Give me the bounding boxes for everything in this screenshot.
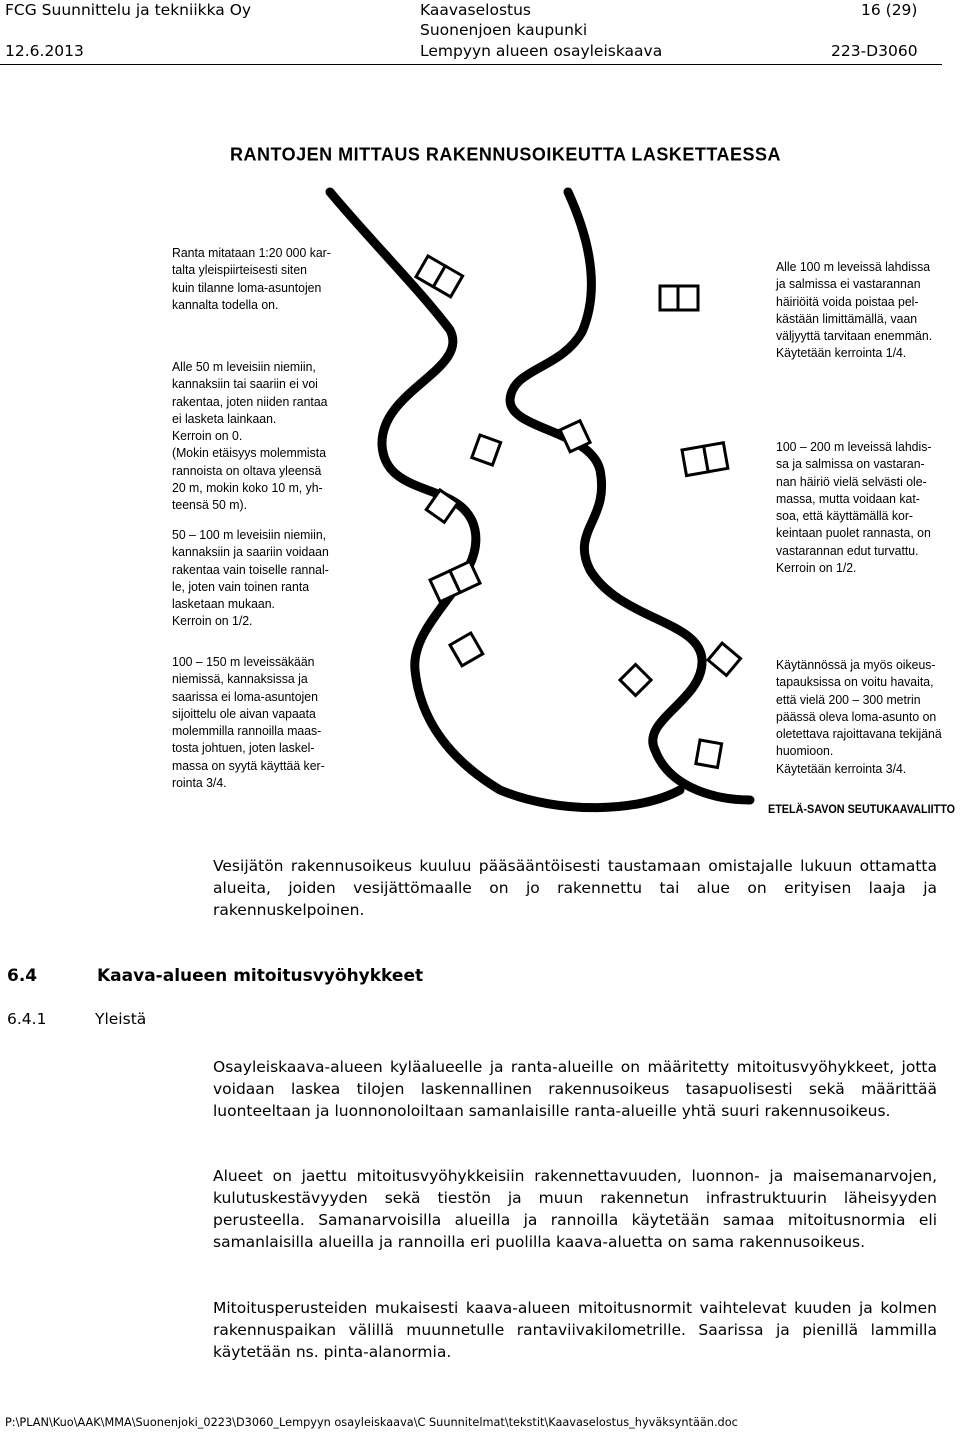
- footer-file-path: P:\PLAN\Kuo\AAK\MMA\Suonenjoki_0223\D3060_Lempyyn osayleiskaava\C Suunnitelmat\tekstit\Kaavaselostus_hyväksyntään.doc: [5, 1416, 738, 1429]
- header-page-number: 16 (29): [861, 1, 918, 19]
- figure-note-right-2: 100 – 200 m leveissä lahdis- sa ja salmissa on vastaran- nan häiriö vielä selvästi ole- massa, mutta voidaan kat- soa, että käyttämällä kor- keintaan puolet rannasta, on vastarannan edut turvattu. Kerroin on 1/2.: [776, 439, 932, 576]
- shoreline-figure: [120, 100, 960, 830]
- section-number: 6.4: [7, 966, 38, 986]
- right-shoreline: [510, 192, 750, 800]
- section-title: Kaava-alueen mitoitusvyöhykkeet: [97, 966, 424, 986]
- header-date: 12.6.2013: [5, 42, 84, 60]
- subsection-number: 6.4.1: [7, 1010, 47, 1028]
- body-paragraph-1: Osayleiskaava-alueen kyläalueelle ja ranta-alueille on määritetty mitoitusvyöhykkeet, jotta voidaan laskea tilojen laskennallinen rakennusoikeus tasapuolisesti sekä määrittää luonteeltaan ja luonnonoloiltaan samanlaisille ranta-alueille yhtä suuri rakennusoikeus.: [213, 1058, 937, 1120]
- header-doc-type: Kaavaselostus: [420, 1, 532, 19]
- figure-note-left-3: 50 – 100 m leveisiin niemiin, kannaksiin ja saariin voidaan rakentaa vain toiselle rannal- le, joten vain toinen ranta lasketaan mukaan. Kerroin on 1/2.: [172, 527, 329, 629]
- header-plan-name: Lempyyn alueen osayleiskaava: [420, 42, 663, 60]
- subsection-heading: [7, 1010, 146, 1028]
- header-doc-code: 223-D3060: [831, 42, 918, 60]
- figure-note-left-2: Alle 50 m leveisiin niemiin, kannaksiin tai saariin ei voi rakentaa, joten niiden rantaa ei lasketa lainkaan. Kerroin on 0. (Mokin etäisyys molemmista rannoista on oltava yleensä 20 m, mokin koko 10 m, yh- teensä 50 m).: [172, 359, 328, 513]
- body-paragraph-3: Mitoitusperusteiden mukaisesti kaava-alueen mitoitusnormit vaihtelevat kuuden ja kolmen rakennuspaikan välillä muunnetulle rantaviivakilometrille. Saarissa ja pienillä lammilla käytetään ns. pinta-alanormia.: [213, 1299, 937, 1361]
- left-shoreline: [330, 192, 680, 808]
- figure-note-left-1: Ranta mitataan 1:20 000 kar- talta yleispiirteisesti siten kuin tilanne loma-asuntojen kannalta todella on.: [172, 245, 331, 312]
- figure-note-right-3: Käytännössä ja myös oikeus- tapauksissa on voitu havaita, että vielä 200 – 300 metrin päässä oleva loma-asunto on oletettava rajoittavana tekijänä huomioon. Käytetään kerrointa 3/4.: [776, 657, 942, 776]
- figure-title: RANTOJEN MITTAUS RAKENNUSOIKEUTTA LASKETTAESSA: [230, 143, 782, 165]
- body-paragraph-2: Alueet on jaettu mitoitusvyöhykkeisiin rakennettavuuden, luonnon- ja maisemanarvojen, kulutuskestävyyden sekä tiestön ja muun rakennetun infrastruktuurin läheisyyden perusteella. Samanarvoisilla alueilla ja rannoilla käytetään samaa mitoitusnormia eli samanlaisilla alueilla ja rannoilla eri puolilla kaava-aluetta on sama rakennusoikeus.: [213, 1167, 937, 1251]
- header-rule: [0, 64, 942, 65]
- figure-credit: ETELÄ-SAVON SEUTUKAAVALIITTO: [768, 802, 956, 816]
- intro-paragraph: Vesijätön rakennusoikeus kuuluu pääsääntöisesti taustamaan omistajalle lukuun ottamatta alueita, joiden vesijättömaalle on jo rakennettu tai alue on erityisen laaja ja rakennuskelpoinen.: [213, 857, 937, 919]
- subsection-title: Yleistä: [95, 1010, 147, 1028]
- figure-note-left-4: 100 – 150 m leveissäkään niemissä, kannaksissa ja saarissa ei loma-asuntojen sijoittelu ole aivan vapaata molemmilla rannoilla maas- tosta johtuen, joten laskel- massa on syytä käyttää ker- rointa 3/4.: [172, 654, 325, 791]
- header-municipality: Suonenjoen kaupunki: [420, 21, 588, 39]
- header-company: FCG Suunnittelu ja tekniikka Oy: [5, 1, 252, 19]
- section-heading: [7, 966, 423, 986]
- figure-note-right-1: Alle 100 m leveissä lahdissa ja salmissa ei vastarannan häiriöitä voida poistaa pel- kästään limittämällä, vaan väljyyttä tarvitaan enemmän. Käytetään kerrointa 1/4.: [776, 259, 933, 361]
